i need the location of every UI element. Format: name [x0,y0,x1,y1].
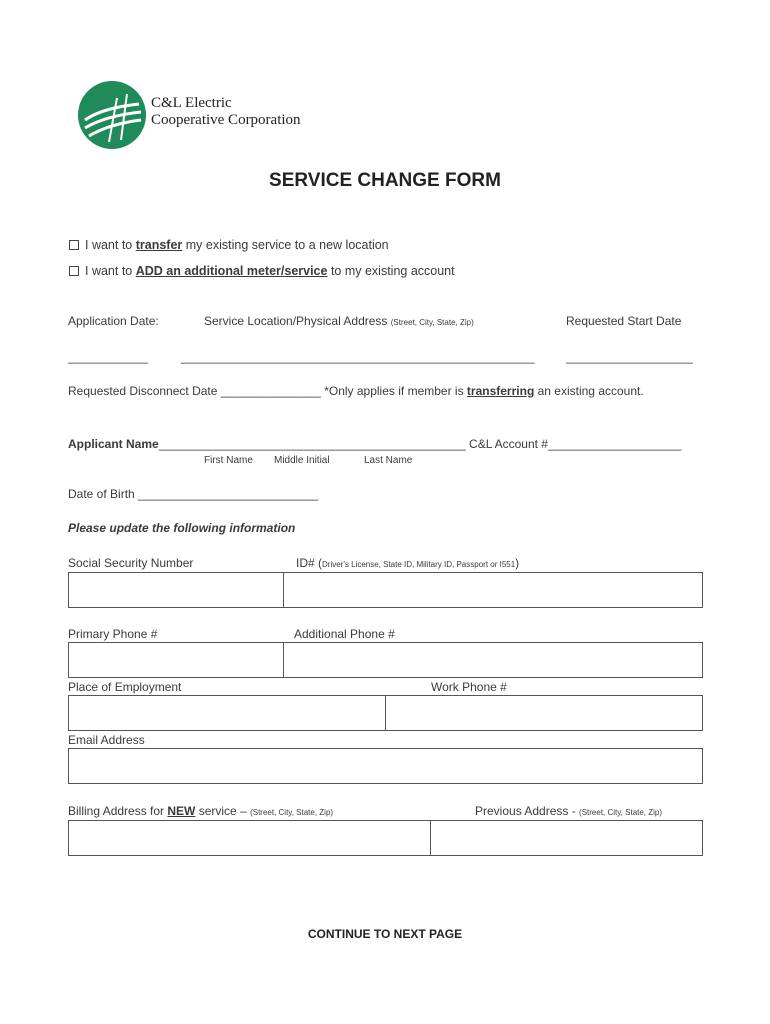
option-transfer[interactable] [69,238,389,252]
transfer-emph: transfer [135,238,183,252]
disconnect-line[interactable] [68,384,644,398]
id-input[interactable] [283,572,703,608]
id-label [296,556,519,570]
last-name-caption: Last Name [364,455,413,466]
id-label-close: ) [515,556,520,570]
service-address-field[interactable]: _____________________________________________________ [181,350,535,364]
company-logo [77,80,147,150]
primary-phone-label: Primary Phone # [68,627,158,641]
logo-line-1: C&L Electric [151,95,232,111]
first-name-caption: First Name [204,455,253,466]
work-phone-input[interactable] [385,695,703,731]
add-meter-emph: ADD an additional meter/service [135,264,328,278]
transfer-pre: I want to [85,238,136,252]
service-address-hint: (Street, City, State, Zip) [390,318,474,327]
work-phone-label: Work Phone # [431,680,507,694]
transfer-checkbox[interactable] [69,240,79,250]
billing-emph: NEW [167,804,196,818]
ssn-input[interactable] [68,572,284,608]
employment-input[interactable] [68,695,386,731]
applicant-line[interactable] [68,437,681,451]
billing-address-input[interactable] [68,820,431,856]
previous-hint: (Street, City, State, Zip) [579,808,663,817]
logo-name [151,95,301,129]
transfer-post: my existing service to a new location [182,238,389,252]
previous-text: Previous Address - [475,804,580,818]
application-date-label: Application Date: [68,314,159,328]
disconnect-emph: transferring [466,384,535,398]
previous-address-input[interactable] [430,820,703,856]
id-label-text: ID# ( [296,556,323,570]
service-address-label [204,314,474,328]
date-of-birth-field[interactable]: Date of Birth ___________________________ [68,487,319,501]
update-heading: Please update the following information [68,521,296,535]
additional-phone-input[interactable] [283,642,703,678]
add-meter-checkbox[interactable] [69,266,79,276]
add-meter-post: to my existing account [327,264,455,278]
application-date-field[interactable]: ____________ [68,350,149,364]
additional-phone-label: Additional Phone # [294,627,395,641]
billing-post: service – [195,804,251,818]
requested-start-label: Requested Start Date [566,314,682,328]
logo-emblem-icon [77,80,147,150]
billing-hint: (Street, City, State, Zip) [250,808,334,817]
id-hint: Driver's License, State ID, Military ID, Passport or I551 [322,560,516,569]
ssn-label: Social Security Number [68,556,194,570]
account-number-field[interactable]: C&L Account #____________________ [465,437,682,451]
previous-address-label [475,804,662,818]
continue-note: CONTINUE TO NEXT PAGE [307,927,463,941]
add-meter-pre: I want to [85,264,136,278]
applicant-name-field[interactable]: ______________________________________________ [158,437,466,451]
form-title: SERVICE CHANGE FORM [269,170,501,191]
employment-label: Place of Employment [68,680,182,694]
email-label: Email Address [68,733,145,747]
billing-pre: Billing Address for [68,804,168,818]
disconnect-label: Requested Disconnect Date _______________ *Only applies if member is [68,384,467,398]
billing-address-label [68,804,333,818]
applicant-label: Applicant Name [68,437,159,451]
email-input[interactable] [68,748,703,784]
disconnect-post: an existing account. [534,384,644,398]
service-address-text: Service Location/Physical Address [204,314,391,328]
requested-start-field[interactable]: ___________________ [566,350,693,364]
middle-initial-caption: Middle Initial [274,455,330,466]
primary-phone-input[interactable] [68,642,284,678]
option-add-meter[interactable] [69,264,455,278]
logo-line-2: Cooperative Corporation [151,112,301,128]
